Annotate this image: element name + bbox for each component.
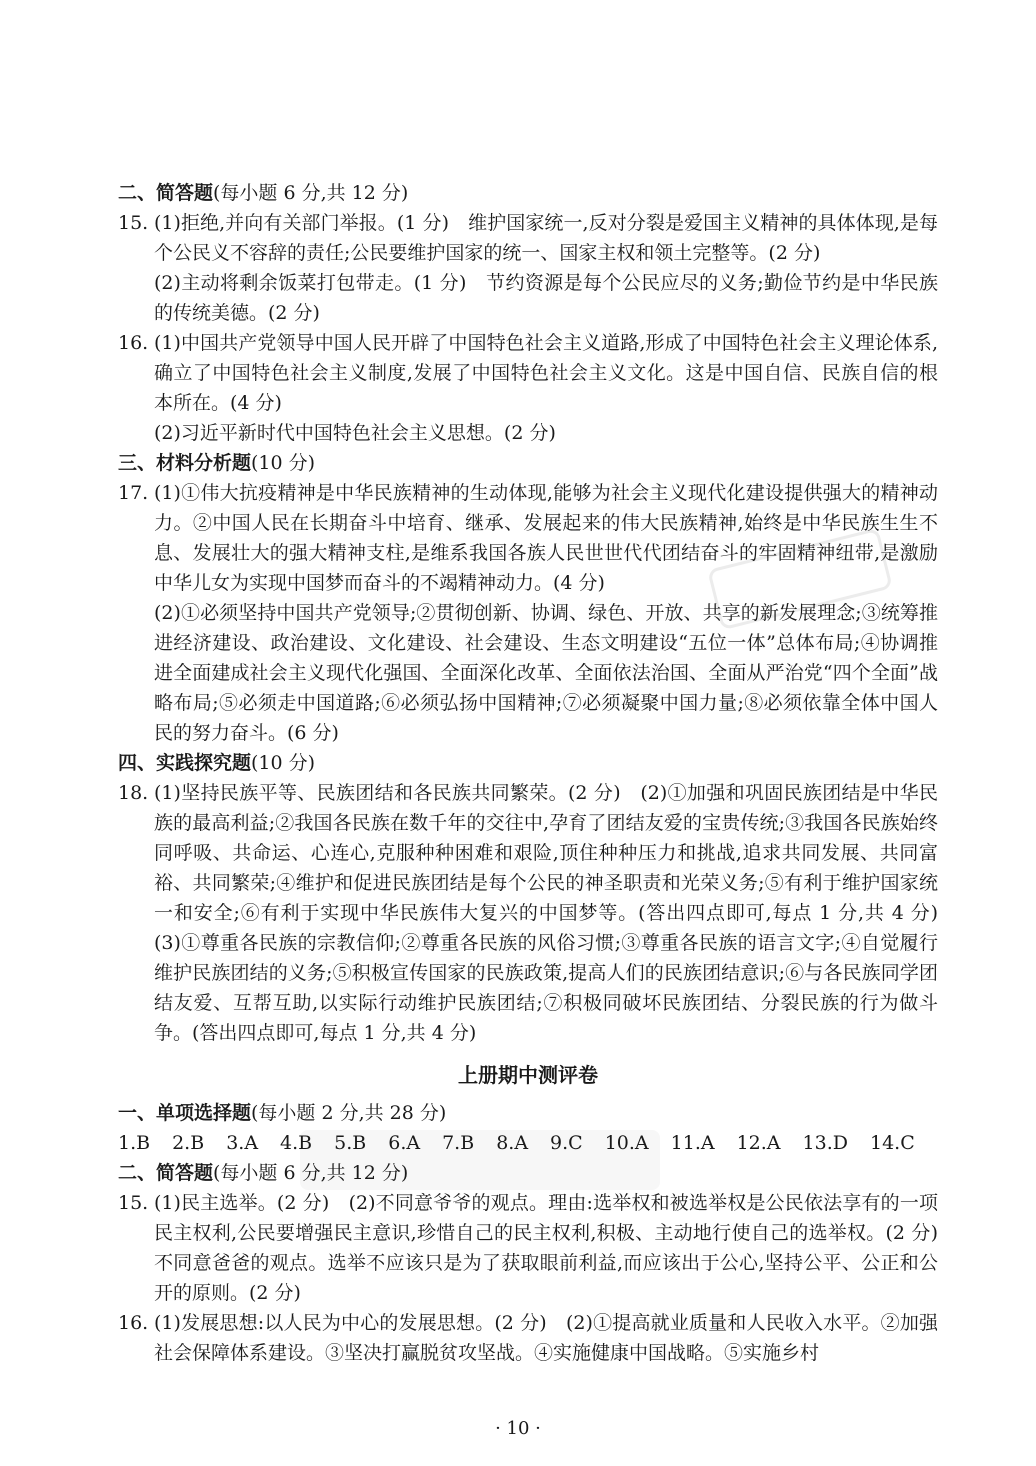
question-17-part-1: (1)①伟大抗疫精神是中华民族精神的生动体现,能够为社会主义现代化建设提供强大的精神动力。②中国人民在长期奋斗中培育、继承、发展起来的伟大民族精神,始终是中华民族生生不息、发展壮大的强大精神支柱,是维系我国各族人民世世代代团结奋斗的牢固精神纽带,是激励中华儿女为实现中国梦而奋斗的不竭精神动力。(4 分) [154,482,938,594]
page-number: · 10 · [495,1418,541,1439]
choice-answer: 10.A [604,1132,649,1154]
section-heading-single-choice: 一、单项选择题(每小题 2 分,共 28 分) [118,1102,447,1124]
choice-answer: 7.B [442,1132,475,1154]
exam-title: 上册期中测评卷 [458,1063,598,1087]
question-15-part-1: (1)拒绝,并向有关部门举报。(1 分) 维护国家统一,反对分裂是爱国主义精神的具体体现,是每个公民义不容辞的责任;公民要维护国家的统一、国家主权和领土完整等。(2 分) [154,212,938,264]
choice-answer: 2.B [172,1132,205,1154]
midterm-question-15: 15. (1)民主选举。(2 分) (2)不同意爷爷的观点。理由:选举权和被选举权是公民依法享有的一项民主权利,公民要增强民主意识,珍惜自己的民主权利,积极、主动地行使自己的选举权。(2 分)不同意爸爸的观点。选举不应该只是为了获取眼前利益,而应该出于公心,坚持公平、公正和公开的原则。(2 分) [118,1188,938,1308]
choice-answer: 3.A [226,1132,259,1154]
choice-answer: 1.B [118,1132,151,1154]
choice-answer: 4.B [280,1132,313,1154]
choice-answer: 11.A [670,1132,715,1154]
question-18: 18. (1)坚持民族平等、民族团结和各民族共同繁荣。(2 分) (2)①加强和巩固民族团结是中华民族的最高利益;②我国各民族在数千年的交往中,孕育了团结友爱的宝贵传统;③我国各民族始终同呼吸、共命运、心连心,克服种种困难和艰险,顶住种种压力和挑战,追求共同发展、共同富裕、共同繁荣;④维护和促进民族团结是每个公民的神圣职责和光荣义务;⑤有利于维护国家统一和安全;⑥有利于实现中华民族伟大复兴的中国梦等。(答出四点即可,每点 1 分,共 4 分) (3)①尊重各民族的宗教信仰;②尊重各民族的风俗习惯;③尊重各民族的语言文字;④自觉履行维护民族团结的义务;⑤积极宣传国家的民族政策,提高人们的民族团结意识;⑥与各民族同学团结友爱、互帮互助,以实际行动维护民族团结;⑦积极同破坏民族团结、分裂民族的行为做斗争。(答出四点即可,每点 1 分,共 4 分) [118,778,938,1048]
question-18-answer: (1)坚持民族平等、民族团结和各民族共同繁荣。(2 分) (2)①加强和巩固民族团结是中华民族的最高利益;②我国各民族在数千年的交往中,孕育了团结友爱的宝贵传统;③我国各民族始终同呼吸、共命运、心连心,克服种种困难和艰险,顶住种种压力和挑战,追求共同发展、共同富裕、共同繁荣;④维护和促进民族团结是每个公民的神圣职责和光荣义务;⑤有利于维护国家统一和安全;⑥有利于实现中华民族伟大复兴的中国梦等。(答出四点即可,每点 1 分,共 4 分) (3)①尊重各民族的宗教信仰;②尊重各民族的风俗习惯;③尊重各民族的语言文字;④自觉履行维护民族团结的义务;⑤积极宣传国家的民族政策,提高人们的民族团结意识;⑥与各民族同学团结友爱、互帮互助,以实际行动维护民族团结;⑦积极同破坏民族团结、分裂民族的行为做斗争。(答出四点即可,每点 1 分,共 4 分) [154,782,958,1044]
midterm-question-15-answer: (1)民主选举。(2 分) (2)不同意爷爷的观点。理由:选举权和被选举权是公民依法享有的一项民主权利,公民要增强民主意识,珍惜自己的民主权利,积极、主动地行使自己的选举权。(2 分)不同意爸爸的观点。选举不应该只是为了获取眼前利益,而应该出于公心,坚持公平、公正和公开的原则。(2 分) [154,1192,938,1304]
choice-answer: 13.D [802,1132,848,1154]
choice-answer: 14.C [869,1132,915,1154]
answer-page [118,178,958,1368]
choice-answer: 12.A [736,1132,781,1154]
question-16-part-1: (1)中国共产党领导中国人民开辟了中国特色社会主义道路,形成了中国特色社会主义理论体系,确立了中国特色社会主义制度,发展了中国特色社会主义文化。这是中国自信、民族自信的根本所在。(4 分) [154,332,938,414]
midterm-question-16-answer: (1)发展思想:以人民为中心的发展思想。(2 分) (2)①提高就业质量和人民收入水平。②加强社会保障体系建设。③坚决打赢脱贫攻坚战。④实施健康中国战略。⑤实施乡村 [154,1312,938,1364]
question-15: 15. (1)拒绝,并向有关部门举报。(1 分) 维护国家统一,反对分裂是爱国主义精神的具体体现,是每个公民义不容辞的责任;公民要维护国家的统一、国家主权和领土完整等。(2 分) (2)主动将剩余饭菜打包带走。(1 分) 节约资源是每个公民应尽的义务;勤俭节约是中华民族的传统美德。(2 分) [118,208,938,328]
choice-answer: 5.B [334,1132,367,1154]
section-heading-material: 三、材料分析题(10 分) [118,452,316,474]
choice-answer: 9.C [550,1132,583,1154]
choice-answer-list [118,1128,938,1158]
section-heading-practice: 四、实践探究题(10 分) [118,752,316,774]
section-heading-short-answer: 二、简答题(每小题 6 分,共 12 分) [118,182,409,204]
section-heading-short-answer-2: 二、简答题(每小题 6 分,共 12 分) [118,1162,409,1184]
midterm-question-16: 16. (1)发展思想:以人民为中心的发展思想。(2 分) (2)①提高就业质量和人民收入水平。②加强社会保障体系建设。③坚决打赢脱贫攻坚战。④实施健康中国战略。⑤实施乡村 [118,1308,938,1368]
question-17-part-2: (2)①必须坚持中国共产党领导;②贯彻创新、协调、绿色、开放、共享的新发展理念;③统筹推进经济建设、政治建设、文化建设、社会建设、生态文明建设“五位一体”总体布局;④协调推进全面建成社会主义现代化强国、全面深化改革、全面依法治国、全面从严治党“四个全面”战略布局;⑤必须走中国道路;⑥必须弘扬中国精神;⑦必须凝聚中国力量;⑧必须依靠全体中国人民的努力奋斗。(6 分) [154,602,938,744]
question-16: 16. (1)中国共产党领导中国人民开辟了中国特色社会主义道路,形成了中国特色社会主义理论体系,确立了中国特色社会主义制度,发展了中国特色社会主义文化。这是中国自信、民族自信的根本所在。(4 分) (2)习近平新时代中国特色社会主义思想。(2 分) [118,328,938,448]
choice-answer: 8.A [496,1132,529,1154]
choice-answer: 6.A [388,1132,421,1154]
question-17: 17. (1)①伟大抗疫精神是中华民族精神的生动体现,能够为社会主义现代化建设提供强大的精神动力。②中国人民在长期奋斗中培育、继承、发展起来的伟大民族精神,始终是中华民族生生不息、发展壮大的强大精神支柱,是维系我国各族人民世世代代团结奋斗的牢固精神纽带,是激励中华儿女为实现中国梦而奋斗的不竭精神动力。(4 分) (2)①必须坚持中国共产党领导;②贯彻创新、协调、绿色、开放、共享的新发展理念;③统筹推进经济建设、政治建设、文化建设、社会建设、生态文明建设“五位一体”总体布局;④协调推进全面建成社会主义现代化强国、全面深化改革、全面依法治国、全面从严治党“四个全面”战略布局;⑤必须走中国道路;⑥必须弘扬中国精神;⑦必须凝聚中国力量;⑧必须依靠全体中国人民的努力奋斗。(6 分) [118,478,938,748]
question-16-part-2: (2)习近平新时代中国特色社会主义思想。(2 分) [154,422,556,444]
question-15-part-2: (2)主动将剩余饭菜打包带走。(1 分) 节约资源是每个公民应尽的义务;勤俭节约是中华民族的传统美德。(2 分) [154,272,938,324]
